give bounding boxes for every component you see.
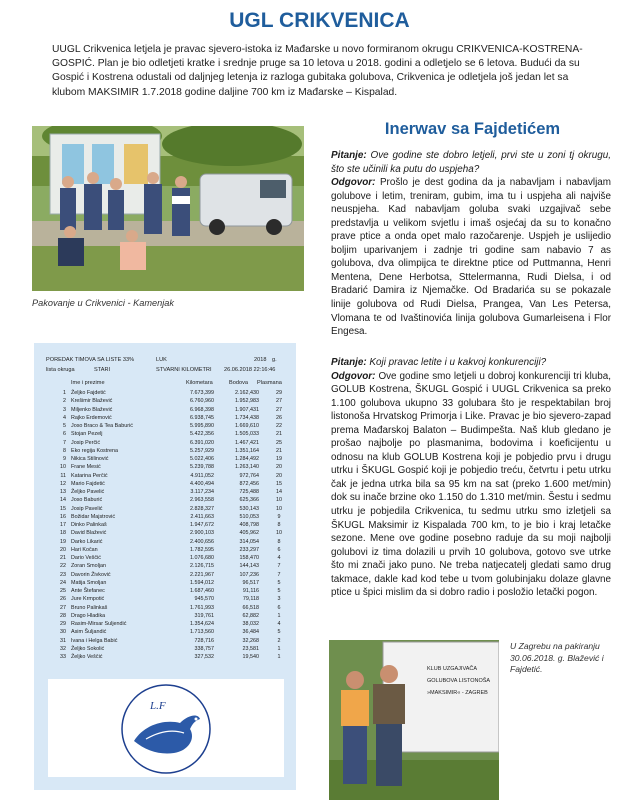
row-points: 23,581 <box>242 645 259 652</box>
row-place: 15 <box>276 480 282 487</box>
row-km: 319,761 <box>194 612 214 619</box>
row-points: 1.284,492 <box>235 456 259 462</box>
row-number: 22 <box>60 563 66 570</box>
page-title: UGL CRIKVENICA <box>229 9 410 32</box>
row-number: 2 <box>63 398 66 405</box>
row-points: 32,268 <box>242 637 259 644</box>
row-number: 24 <box>60 579 66 586</box>
row-name: Joso Baburić <box>71 497 103 504</box>
row-points: 314,054 <box>239 538 259 545</box>
row-km: 5.257,929 <box>190 447 214 454</box>
row-km: 1.687,460 <box>190 588 214 594</box>
row-number: 25 <box>60 588 66 594</box>
row-place: 2 <box>277 637 281 644</box>
row-name: Željko Fajdetić <box>71 390 106 396</box>
row-number: 4 <box>63 414 66 421</box>
table-row <box>38 397 293 405</box>
row-number: 3 <box>63 406 66 413</box>
row-place: 27 <box>276 398 282 405</box>
row-place: 25 <box>276 439 282 446</box>
table-row <box>38 645 293 653</box>
row-km: 2.900,103 <box>190 530 214 537</box>
row-number: 29 <box>60 621 66 627</box>
row-place: 5 <box>277 579 281 586</box>
table-row <box>38 430 293 438</box>
row-points: 1.351,164 <box>235 447 259 454</box>
table-row <box>38 439 293 447</box>
row-name: Zoran Smoljan <box>71 563 107 570</box>
row-km: 2.400,656 <box>190 538 214 545</box>
row-points: 36,484 <box>242 629 259 636</box>
table-row <box>38 463 293 471</box>
row-points: 107,236 <box>239 571 259 578</box>
row-name: Bruno Palinkaš <box>71 604 108 611</box>
row-number: 7 <box>63 439 66 446</box>
row-place: 6 <box>277 604 281 611</box>
row-points: 158,470 <box>239 555 259 561</box>
row-number: 18 <box>60 530 66 537</box>
row-km: 1.594,012 <box>190 579 214 586</box>
table-row <box>38 546 293 554</box>
row-place: 8 <box>277 522 281 528</box>
row-place: 20 <box>276 472 282 479</box>
row-points: 1.467,421 <box>235 439 259 446</box>
table-row <box>38 521 293 529</box>
standings-list-value: STARI <box>94 367 111 373</box>
row-points: 530,143 <box>239 505 259 512</box>
question-2 <box>331 356 611 370</box>
table-row <box>38 653 293 661</box>
row-points: 1.907,431 <box>235 406 259 413</box>
zagreb-photo-illustration <box>329 640 499 800</box>
standings-table <box>38 389 293 661</box>
row-points: 1.952,983 <box>235 398 259 405</box>
row-number: 33 <box>60 654 66 660</box>
row-number: 19 <box>60 538 66 545</box>
zagreb-photo <box>329 640 499 800</box>
row-name: Željko Pavelić <box>71 489 105 495</box>
row-name: Hari Kočan <box>71 546 98 553</box>
row-km: 5.422,356 <box>190 431 214 438</box>
column-km: Kilometara <box>186 380 213 386</box>
row-name: Josip Perčić <box>71 439 101 446</box>
row-name: Darko Likarić <box>71 538 103 545</box>
row-number: 23 <box>60 571 66 578</box>
row-place: 1 <box>277 645 281 652</box>
truck-text-line1: KLUB UZGAJIVAČA <box>427 666 478 672</box>
row-name: Božidar Majstrović <box>71 513 116 520</box>
row-number: 9 <box>63 456 66 462</box>
row-number: 32 <box>60 645 66 652</box>
row-name: Drago Hladika <box>71 612 106 619</box>
row-number: 30 <box>60 629 66 636</box>
row-name: Frane Mesić <box>71 464 101 471</box>
row-points: 972,764 <box>239 472 259 479</box>
row-name: Katarina Perčić <box>71 472 108 479</box>
row-km: 1.947,672 <box>190 522 214 528</box>
row-km: 2.828,327 <box>190 505 214 512</box>
row-place: 10 <box>276 505 282 512</box>
table-row <box>38 422 293 430</box>
answer-2-text: Ove godine smo letjeli u dobroj konkurenciji tri kluba, GOLUB Kostrena, ŠKUGL Gospić i UUGL Crikvenica sa preko 1.100 golubova ukupno 33 golubara što je respektabilan broj listonoša Hrvatskog Primorja i Like. Pravac je bio sjevero-zapad prema Mađarskoj Balaton – Budimpešta. Naš klub gledano je prošao najbolje po plasmanima, bodovima i koeficijentu u odnosu na klub GOLUB Kostrena koji je pobjedio prvu i drugu utrku i ŠKUGL Gospić koji je pobjedio treću, četvrtu i petu utrku čak je jedna utrka bila sa 95 km na sat (preko 1.600 met/min) dok su inače brzine oko 1.150 do 1.310 met/min. Šestu i sedmu utrku je pobjedila Crikvenica, tu sedmu utrku smo izletjeli sa ŠKUGL Maksimir iz Kispalada 700 km, to je bio i kraj letačke sezone. Mene ove godine posebno raduje da su moji najbolji golubovi iz tima dolazili u prvih 10 golubova, gotovo sve utrke što mi znači jako puno. Ne treba natjecatelj gledati samo drug takmace, dakle kad kod tebe u tvom golubinjaku dolaze glavne ptice u špici mislim da si dobro radio i posložio letački pogon. <box>331 370 611 599</box>
table-row <box>38 455 293 463</box>
interview-title: Inerwav sa Fajdetićem <box>384 120 561 138</box>
table-row <box>38 414 293 422</box>
table-row <box>38 595 293 603</box>
row-points: 1.669,610 <box>235 423 259 429</box>
row-name: Josip Pavelić <box>71 505 103 512</box>
row-number: 27 <box>60 604 66 611</box>
row-name: David Blažević <box>71 530 107 537</box>
row-km: 2.411,663 <box>190 513 214 520</box>
row-place: 14 <box>276 489 282 495</box>
row-name: Miljenko Blažević <box>71 406 113 413</box>
question-2-text: Koji pravac letite i u kakvoj konkurenciji? <box>369 357 547 368</box>
row-points: 66,518 <box>242 604 259 611</box>
row-place: 21 <box>276 447 282 454</box>
row-km: 5.995,890 <box>190 423 214 429</box>
row-place: 7 <box>277 571 281 578</box>
row-number: 14 <box>60 497 66 504</box>
row-km: 4.400,494 <box>190 480 214 487</box>
row-number: 1 <box>63 390 66 396</box>
row-name: Stojan Pezelj <box>71 431 103 438</box>
row-points: 96,517 <box>242 579 259 586</box>
table-row <box>38 513 293 521</box>
row-place: 1 <box>277 612 281 619</box>
row-km: 7.673,399 <box>190 390 214 396</box>
truck-text-line2: GOLUBOVA LISTONOŠA <box>427 678 491 684</box>
row-km: 4.911,052 <box>190 472 214 479</box>
row-name: Rasim-Mirsar Suljendić <box>71 621 127 627</box>
row-number: 26 <box>60 596 66 603</box>
row-km: 1.782,595 <box>190 546 214 553</box>
row-points: 510,053 <box>239 513 259 520</box>
table-row <box>38 496 293 504</box>
row-place: 10 <box>276 497 282 504</box>
intro-text: UUGL Crikvenica letjela je pravac sjevero-istoka iz Mađarske u novo formiranom okrugu CRIKVENICA-KOSTRENA-GOSPIĆ. Plan je bio odletjeti kratke i srednje pruge sa 10 letova u 2018. godini a odletjelo se 6 letova. Budući da su Gospić i Kostrena odustali od daljnjeg letenja iz razloga gubitaka golubova, Crikvenica je odletjela još jedan let sa klubom MAKSIMIR 1.7.2018 godine daljine 700 km iz Mađarske – Kispalad. <box>52 44 583 98</box>
table-row <box>38 447 293 455</box>
standings-year-suffix: g. <box>272 357 277 363</box>
row-name: Željko Veščić <box>71 654 103 660</box>
row-number: 31 <box>60 637 66 644</box>
table-row <box>38 579 293 587</box>
row-number: 15 <box>60 505 66 512</box>
row-name: Asim Šuljandić <box>71 629 107 636</box>
row-place: 29 <box>276 390 282 396</box>
row-place: 20 <box>276 464 282 471</box>
row-name: Dinko Palinkaš <box>71 522 107 528</box>
row-points: 872,456 <box>239 480 259 487</box>
row-place: 6 <box>277 546 281 553</box>
packing-photo-caption: Pakovanje u Crikvenici - Kamenjak <box>32 298 174 308</box>
row-place: 5 <box>277 588 281 594</box>
row-place: 1 <box>277 654 281 660</box>
row-name: Joso Braco & Tea Baburić <box>71 423 133 429</box>
row-name: Željko Sokolić <box>71 645 105 652</box>
row-name: Rajko Erdemović <box>71 414 112 421</box>
row-place: 22 <box>276 423 282 429</box>
row-points: 2.162,430 <box>235 390 259 396</box>
table-row <box>38 637 293 645</box>
row-points: 1.505,033 <box>235 431 259 438</box>
table-row <box>38 480 293 488</box>
row-place: 5 <box>277 629 281 636</box>
row-points: 408,798 <box>239 522 259 528</box>
column-place: Plasmana <box>257 380 282 386</box>
table-row <box>38 529 293 537</box>
logo-initials: L.F <box>150 700 166 712</box>
question-1-label: Pitanje: <box>331 150 367 161</box>
row-name: Krešimir Blažević <box>71 398 113 405</box>
row-points: 725,488 <box>239 489 259 495</box>
column-points: Bodova <box>229 380 248 386</box>
question-2-label: Pitanje: <box>331 357 367 368</box>
standings-km-label: STVARNI KILOMETRI <box>156 367 212 373</box>
table-row <box>38 571 293 579</box>
row-number: 28 <box>60 612 66 619</box>
row-points: 1.734,438 <box>235 414 259 421</box>
row-points: 91,116 <box>242 588 259 594</box>
row-place: 19 <box>276 456 282 462</box>
table-row <box>38 538 293 546</box>
interview-part-1 <box>331 149 611 339</box>
truck-text-line3: »MAKSIMIR« - ZAGREB <box>427 690 488 696</box>
interview-part-2 <box>331 356 611 600</box>
row-km: 5.022,406 <box>190 456 214 462</box>
answer-1 <box>331 176 611 339</box>
row-number: 13 <box>60 489 66 495</box>
packing-photo <box>32 126 304 291</box>
answer-1-text: Prošlo je dest godina da ja nabavljam i nabavljam golubove i letim, treniram, gubim, ima tu i uspjeha ali najviše neuspjeha. Kad nabavljam goluba svaki uzgajivač sebe predstavlja u velikom svjetlu i imaš osjećaj da su to konačno prave ptice a onda opet malo razočarenje. Uspjeh je uslijedio boljim uparivanjem i zadnje tri godine sam nabavio 7 as golubova, dva olimpijca te direktne ptice od Puttmanna, Henri Mentena, Dene Herbotsa, Sttelermanna, Rudi Dielsa, i od Bradarić Damira iz Njemačke. Od Bradarića su se pokazale linije golubova od Rudi Dielsa, Prangea, Van Les Petersa, Vlomana te od Ivaštinovića linija golubova Gumarleisena i Flor Engesa. <box>331 177 611 338</box>
row-number: 20 <box>60 546 66 553</box>
row-points: 79,118 <box>242 596 259 603</box>
row-place: 21 <box>276 431 282 438</box>
row-points: 233,297 <box>239 546 259 553</box>
answer-2-label: Odgovor: <box>331 370 376 382</box>
standings-title: POREDAK TIMOVA SA LISTE 33% <box>46 357 135 363</box>
row-km: 945,570 <box>194 596 214 603</box>
standings-date: 26.06.2018 22:16:46 <box>224 367 276 373</box>
row-number: 11 <box>60 472 66 479</box>
table-row <box>38 488 293 496</box>
answer-1-label: Odgovor: <box>331 177 376 189</box>
table-row <box>38 628 293 636</box>
row-number: 16 <box>60 513 66 520</box>
row-km: 2.963,558 <box>190 497 214 504</box>
row-number: 6 <box>63 431 66 438</box>
row-number: 5 <box>63 423 66 429</box>
row-number: 21 <box>60 555 66 561</box>
standings-year: 2018 <box>254 357 267 363</box>
column-name: Ime i prezime <box>71 380 105 386</box>
table-row <box>38 562 293 570</box>
row-points: 405,962 <box>239 530 259 537</box>
table-row <box>38 389 293 397</box>
table-row <box>38 604 293 612</box>
row-number: 8 <box>63 447 66 454</box>
row-name: Matija Smoljan <box>71 579 107 586</box>
table-row <box>38 620 293 628</box>
row-place: 4 <box>277 555 281 561</box>
row-km: 1.076,680 <box>190 555 214 561</box>
answer-2 <box>331 370 611 600</box>
row-points: 38,032 <box>242 621 259 627</box>
zagreb-photo-caption: U Zagrebu na pakiranju 30.06.2018. g. Blažević i Fajdetić. <box>510 641 604 674</box>
row-name: Dario Veščić <box>71 555 101 561</box>
row-km: 2.221,967 <box>190 571 214 578</box>
row-points: 144,143 <box>239 563 259 570</box>
row-km: 3.117,234 <box>190 489 214 495</box>
question-1-text: Ove godine ste dobro letjeli, prvi ste u zoni tj okrugu, što ste učinili ka putu do uspjeha? <box>331 150 611 175</box>
question-1 <box>331 149 611 176</box>
row-place: 9 <box>277 513 281 520</box>
row-name: Davorin Živković <box>71 571 111 578</box>
row-place: 3 <box>277 596 281 603</box>
standings-list-label: lista okruga <box>46 367 75 373</box>
row-name: Ivana i Helga Babić <box>71 637 118 644</box>
row-number: 12 <box>60 480 66 487</box>
row-km: 6.391,020 <box>190 439 214 446</box>
intro-paragraph <box>52 43 592 100</box>
row-name: Nikica Stilinović <box>71 456 109 462</box>
table-row <box>38 612 293 620</box>
row-name: Jure Krmpotić <box>71 596 105 603</box>
packing-photo-illustration <box>32 126 304 291</box>
row-km: 6.760,960 <box>190 398 214 405</box>
row-name: Eko regija Kostrena <box>71 447 119 454</box>
row-km: 5.239,788 <box>190 464 214 471</box>
row-km: 1.713,560 <box>190 629 214 636</box>
table-row <box>38 406 293 414</box>
pigeon-logo <box>48 679 284 777</box>
row-place: 7 <box>277 563 281 570</box>
row-points: 19,540 <box>242 654 259 660</box>
row-number: 10 <box>60 464 66 471</box>
row-points: 625,366 <box>239 497 259 504</box>
row-name: Mario Fajdetić <box>71 480 105 487</box>
row-km: 338,757 <box>194 645 214 652</box>
row-km: 728,716 <box>194 637 214 644</box>
row-km: 1.354,624 <box>190 621 214 627</box>
row-place: 8 <box>277 538 281 545</box>
row-km: 1.761,993 <box>190 604 214 611</box>
row-km: 2.126,715 <box>190 563 214 570</box>
pigeon-logo-box <box>48 679 284 777</box>
row-place: 10 <box>276 530 282 537</box>
standings-club: LUK <box>156 357 167 363</box>
table-row <box>38 505 293 513</box>
table-row <box>38 472 293 480</box>
row-km: 6.938,745 <box>190 414 214 421</box>
row-points: 1.263,140 <box>235 464 259 471</box>
row-name: Ante Štefanec <box>71 588 105 594</box>
row-number: 17 <box>60 522 66 528</box>
row-km: 6.968,398 <box>190 406 214 413</box>
table-row <box>38 587 293 595</box>
table-row <box>38 554 293 562</box>
row-points: 62,882 <box>242 612 259 619</box>
row-place: 27 <box>276 406 282 413</box>
row-km: 327,532 <box>194 654 214 660</box>
row-place: 4 <box>277 621 281 627</box>
row-place: 26 <box>276 414 282 421</box>
